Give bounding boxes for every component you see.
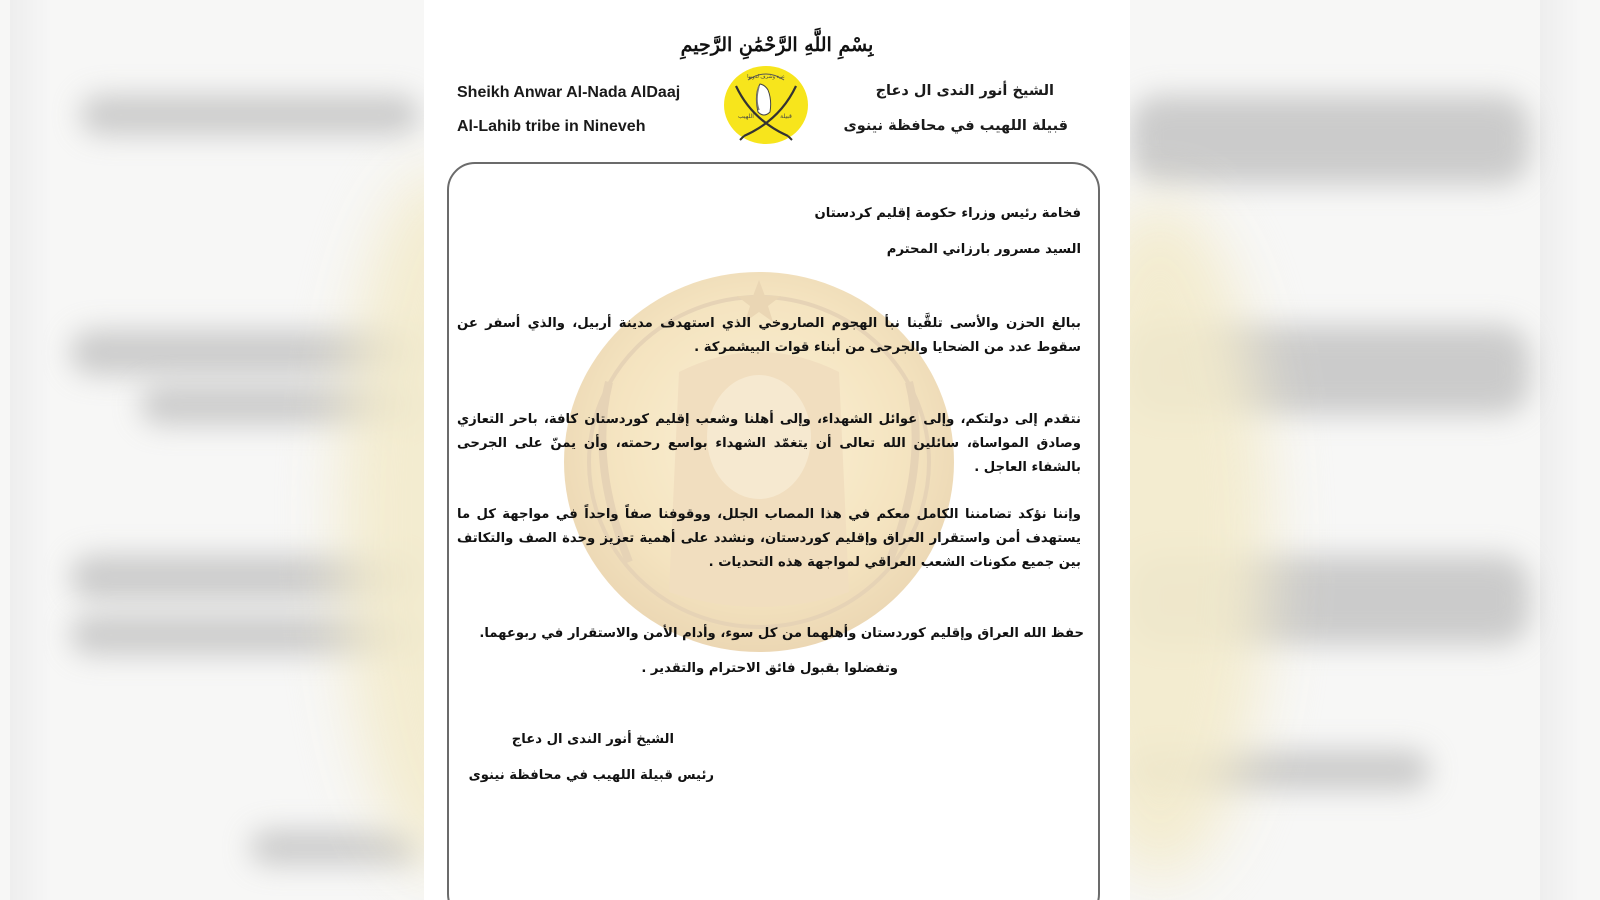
- header-english: [457, 76, 680, 144]
- header-arabic: [843, 74, 1068, 144]
- closing-regards: وتفضلوا بقبول فائق الاحترام والتقدير .: [641, 661, 898, 676]
- addressee-title: فخامة رئيس وزراء حكومة إقليم كردستان: [814, 206, 1081, 221]
- addressee-block: [457, 196, 1081, 268]
- paragraph-solidarity: وإننا نؤكد تضامننا الكامل معكم في هذا المصاب الجلل، ووقوفنا صفاً واحداً في مواجهة كل ما يستهدف أمن واستقرار العراق وإقليم كوردستان، ونشدد على أهمية تعزيز وحدة الصف والتكاتف بين جميع مكونات الشعب العراقي لمواجهة هذه التحديات .: [457, 507, 1081, 570]
- signature-title: رئيس قبيلة اللهيب في محافظة نينوى: [468, 768, 714, 783]
- header-english-name: Sheikh Anwar Al-Nada AlDaaj: [457, 84, 681, 101]
- bismillah-heading: بِسْمِ اللَّهِ الرَّحْمَٰنِ الرَّحِيمِ: [680, 34, 874, 56]
- paragraph-condolence-news: ببالغ الحزن والأسى تلقَّينا نبأ الهجوم الصاروخي الذي استهدف مدينة أربيل، والذي أسفر عن سقوط عدد من الضحايا والجرحى من أبناء قوات البيشمركة .: [457, 316, 1081, 355]
- closing-prayer: حفظ الله العراق وإقليم كوردستان وأهلهما من كل سوء، وأدام الأمن والاستقرار في ربوعهما.: [479, 626, 1084, 641]
- signature-name: الشيخ أنور الندى ال دعاج: [511, 732, 674, 747]
- blurred-background-right: [1130, 0, 1600, 900]
- header-arabic-name: الشيخ أنور الندى ال دعاج: [875, 83, 1054, 99]
- svg-text:اللهيب: اللهيب: [738, 113, 754, 120]
- svg-text:عزة وشرف لذويها: عزة وشرف لذويها: [747, 74, 785, 80]
- tribe-logo-icon: [722, 64, 810, 146]
- letter-page: [424, 0, 1130, 900]
- addressee-name: السيد مسرور بارزاني المحترم: [886, 242, 1081, 257]
- header-english-tribe: Al-Lahib tribe in Nineveh: [457, 118, 646, 135]
- header-arabic-tribe: قبيلة اللهيب في محافظة نينوى: [843, 118, 1068, 134]
- svg-text:قبيلة: قبيلة: [780, 113, 792, 120]
- paragraph-condolences: نتقدم إلى دولتكم، وإلى عوائل الشهداء، وإلى أهلنا وشعب إقليم كوردستان كافة، باحر التعازي وصادق المواساة، سائلين الله تعالى أن يتغمّد الشهداء بواسع رحمته، وأن يمنّ على الجرحى بالشفاء العاجل .: [457, 412, 1081, 475]
- blurred-background-left: [0, 0, 424, 900]
